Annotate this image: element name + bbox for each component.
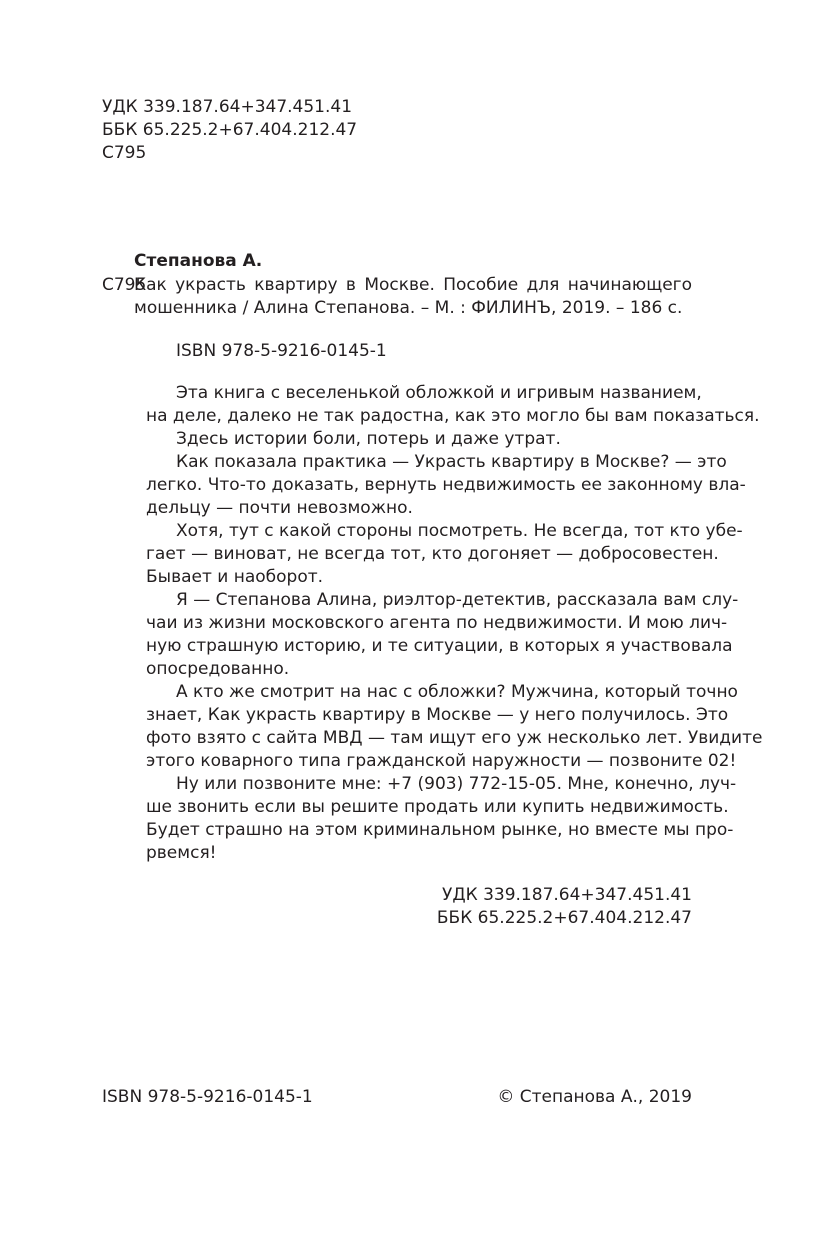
annotation-line: А кто же смотрит на нас с обложки? Мужчина, который точно [176,682,738,702]
bib-description [134,274,692,320]
annotation-line: Будет страшно на этом криминальном рынке, но вместе мы про- [146,820,734,840]
annotation-line: Как показала практика — Украсть квартиру в Москве? — это [176,452,727,472]
bib-line: Как украсть квартиру в Москве. Пособие для начинающего [134,275,692,295]
annotation-line: Я — Степанова Алина, риэлтор-детектив, рассказала вам слу- [176,590,739,610]
bib-line: мошенника / Алина Степанова. – М. : ФИЛИНЪ, 2019. – 186 с. [134,298,683,318]
copyright: © Степанова А., 2019 [497,1087,692,1107]
annotation-line: опосредованно. [146,659,290,679]
classification-block-bottom [437,884,692,930]
annotation [146,382,763,865]
udk-index: УДК 339.187.64+347.451.41 [441,885,692,905]
footer-isbn: ISBN 978-5-9216-0145-1 [102,1087,313,1107]
udk-index: УДК 339.187.64+347.451.41 [102,97,353,117]
bbk-index: ББК 65.225.2+67.404.212.47 [436,908,692,928]
annotation-line: знает, Как украсть квартиру в Москве — у него получилось. Это [146,705,729,725]
bbk-index: ББК 65.225.2+67.404.212.47 [102,120,358,140]
annotation-line: дельцу — почти невозможно. [146,498,413,518]
annotation-line: гает — виноват, не всегда тот, кто догоняет — добросовестен. [146,544,719,564]
annotation-line: ную страшную историю, и те ситуации, в которых я участвовала [146,636,733,656]
annotation-line: Здесь истории боли, потерь и даже утрат. [176,429,561,449]
annotation-line: этого коварного типа гражданской наружности — позвоните 02! [146,751,737,771]
bib-author: Степанова А. [134,251,263,271]
annotation-line: фото взято с сайта МВД — там ищут его уж несколько лет. Увидите [146,728,763,748]
classification-block-top [102,96,402,165]
annotation-line: Бывает и наоборот. [146,567,324,587]
annotation-line: чаи из жизни московского агента по недвижимости. И мою лич- [146,613,728,633]
annotation-line: Хотя, тут с какой стороны посмотреть. Не всегда, тот кто убе- [176,521,743,541]
annotation-line: легко. Что-то доказать, вернуть недвижимость ее законному вла- [146,475,746,495]
annotation-line: ше звонить если вы решите продать или купить недвижимость. [146,797,729,817]
author-code: С795 [102,143,147,163]
annotation-line: Эта книга с веселенькой обложкой и игривым названием, [176,383,702,403]
bib-isbn: ISBN 978-5-9216-0145-1 [176,341,387,361]
annotation-line: рвемся! [146,843,217,863]
annotation-line: Ну или позвоните мне: +7 (903) 772-15-05. Мне, конечно, луч- [176,774,737,794]
annotation-line: на деле, далеко не так радостна, как это могло бы вам показаться. [146,406,760,426]
bib-author-code: С795 [102,275,147,295]
